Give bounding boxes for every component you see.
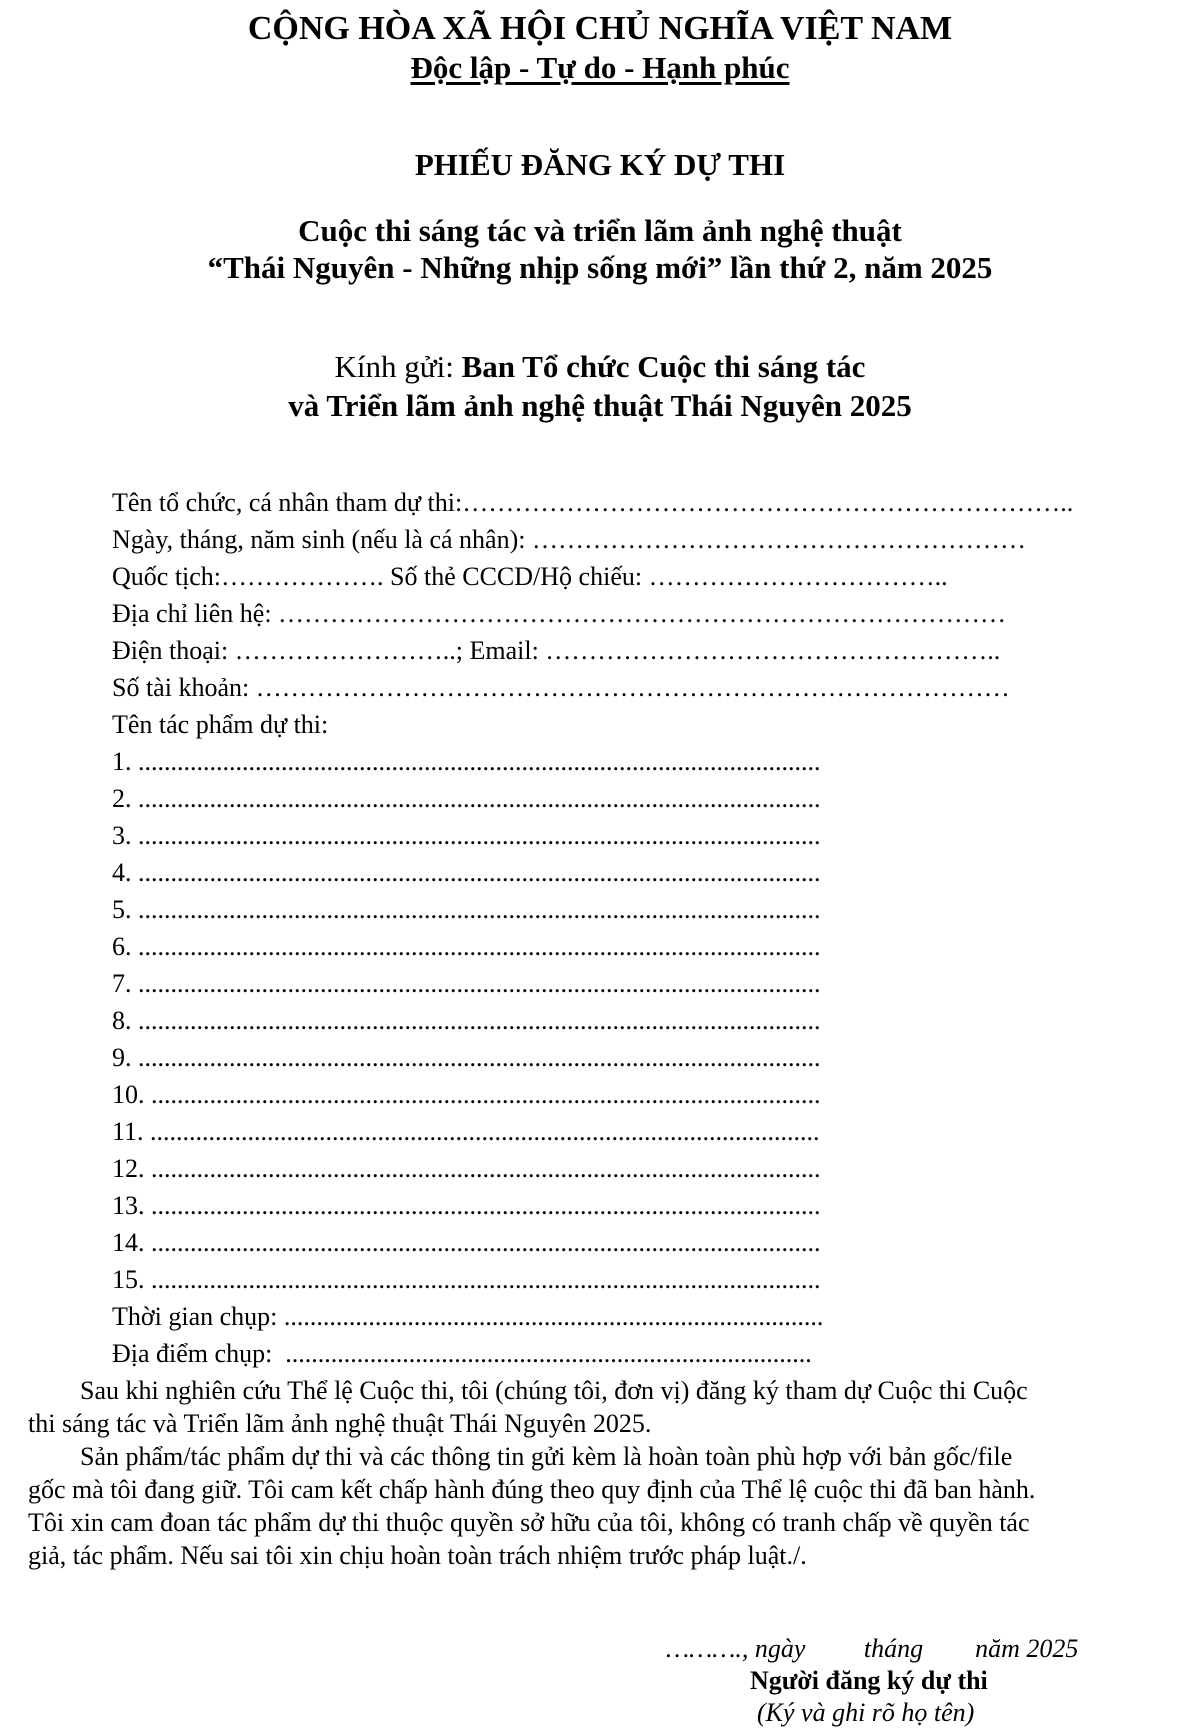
field-bank-account: Số tài khoản: …………………………………………………………………………… — [112, 673, 1010, 702]
paragraph-line: gốc mà tôi đang giữ. Tôi cam kết chấp hành đúng theo quy định của Thể lệ cuộc thi đã ban hành. — [28, 1475, 1036, 1504]
recipient-org-line2: và Triển lãm ảnh nghệ thuật Thái Nguyên 2025 — [288, 388, 912, 423]
entry-line: 15. ....................................................................................................... — [112, 1265, 821, 1294]
paragraph-line: Sau khi nghiên cứu Thể lệ Cuộc thi, tôi (chúng tôi, đơn vị) đăng ký tham dự Cuộc thi Cuộc — [28, 1376, 1028, 1405]
field-address: Địa chỉ liên hệ: ………………………………………………………………………… — [112, 599, 1007, 628]
entry-line: 1. ......................................................................................................... — [112, 747, 821, 776]
entry-line: 13. ....................................................................................................... — [112, 1191, 821, 1220]
national-motto: Độc lập - Tự do - Hạnh phúc — [410, 50, 790, 85]
field-nationality-id: Quốc tịch:………………. Số thẻ CCCD/Hộ chiếu: …………………………….. — [112, 562, 948, 591]
entry-line: 11. ....................................................................................................... — [112, 1117, 820, 1146]
recipient-prefix: Kính gửi: — [334, 349, 462, 384]
paragraph-line: Tôi xin cam đoan tác phẩm dự thi thuộc quyền sở hữu của tôi, không có tranh chấp về quyền tác — [28, 1508, 1030, 1537]
entry-line: 8. ......................................................................................................... — [112, 1006, 821, 1035]
paragraph-line: giả, tác phẩm. Nếu sai tôi xin chịu hoàn toàn trách nhiệm trước pháp luật./. — [28, 1541, 807, 1570]
signer-label: Người đăng ký dự thi — [750, 1666, 988, 1695]
contest-name-line1: Cuộc thi sáng tác và triển lãm ảnh nghệ thuật — [298, 213, 902, 248]
field-entry-titles-label: Tên tác phẩm dự thi: — [112, 710, 329, 739]
field-shoot-time: Thời gian chụp: ................................................................................... — [112, 1302, 824, 1331]
entry-line: 2. ......................................................................................................... — [112, 784, 821, 813]
entry-line: 14. ....................................................................................................... — [112, 1228, 821, 1257]
contest-name-line2: “Thái Nguyên - Những nhịp sống mới” lần thứ 2, năm 2025 — [207, 250, 993, 285]
entry-line: 12. ....................................................................................................... — [112, 1154, 821, 1183]
declaration-paragraph-1 — [28, 1374, 1148, 1440]
paragraph-line: Sản phẩm/tác phẩm dự thi và các thông tin gửi kèm là hoàn toàn phù hợp với bản gốc/file — [28, 1442, 1013, 1471]
signature-note: (Ký và ghi rõ họ tên) — [757, 1698, 975, 1727]
entry-line: 9. ......................................................................................................... — [112, 1043, 821, 1072]
form-title: PHIẾU ĐĂNG KÝ DỰ THI — [414, 147, 786, 182]
recipient-line1 — [0, 349, 1200, 385]
field-participant-name: Tên tổ chức, cá nhân tham dự thi:…………………………………………………………….. — [112, 488, 1074, 517]
field-birth-date: Ngày, tháng, năm sinh (nếu là cá nhân): ………………………………………………… — [112, 525, 1026, 554]
field-phone-email: Điện thoại: ……………………..; Email: …………………………………………….. — [112, 636, 1001, 665]
entry-line: 10. ....................................................................................................... — [112, 1080, 821, 1109]
entry-line: 6. ......................................................................................................... — [112, 932, 821, 961]
entry-line: 7. ......................................................................................................... — [112, 969, 821, 998]
recipient-org-line1: Ban Tổ chức Cuộc thi sáng tác — [461, 349, 866, 384]
entry-line: 5. ......................................................................................................... — [112, 895, 821, 924]
paragraph-line: thi sáng tác và Triển lãm ảnh nghệ thuật Thái Nguyên 2025. — [28, 1409, 652, 1438]
entry-line: 3. ......................................................................................................... — [112, 821, 821, 850]
field-shoot-place: Địa điểm chụp: ................................................................................. — [112, 1339, 812, 1368]
signature-date: ………., ngày tháng năm 2025 — [666, 1634, 1079, 1663]
country-name: CỘNG HÒA XÃ HỘI CHỦ NGHĨA VIỆT NAM — [247, 10, 953, 47]
declaration-paragraph-2 — [28, 1440, 1148, 1572]
entry-line: 4. ......................................................................................................... — [112, 858, 821, 887]
